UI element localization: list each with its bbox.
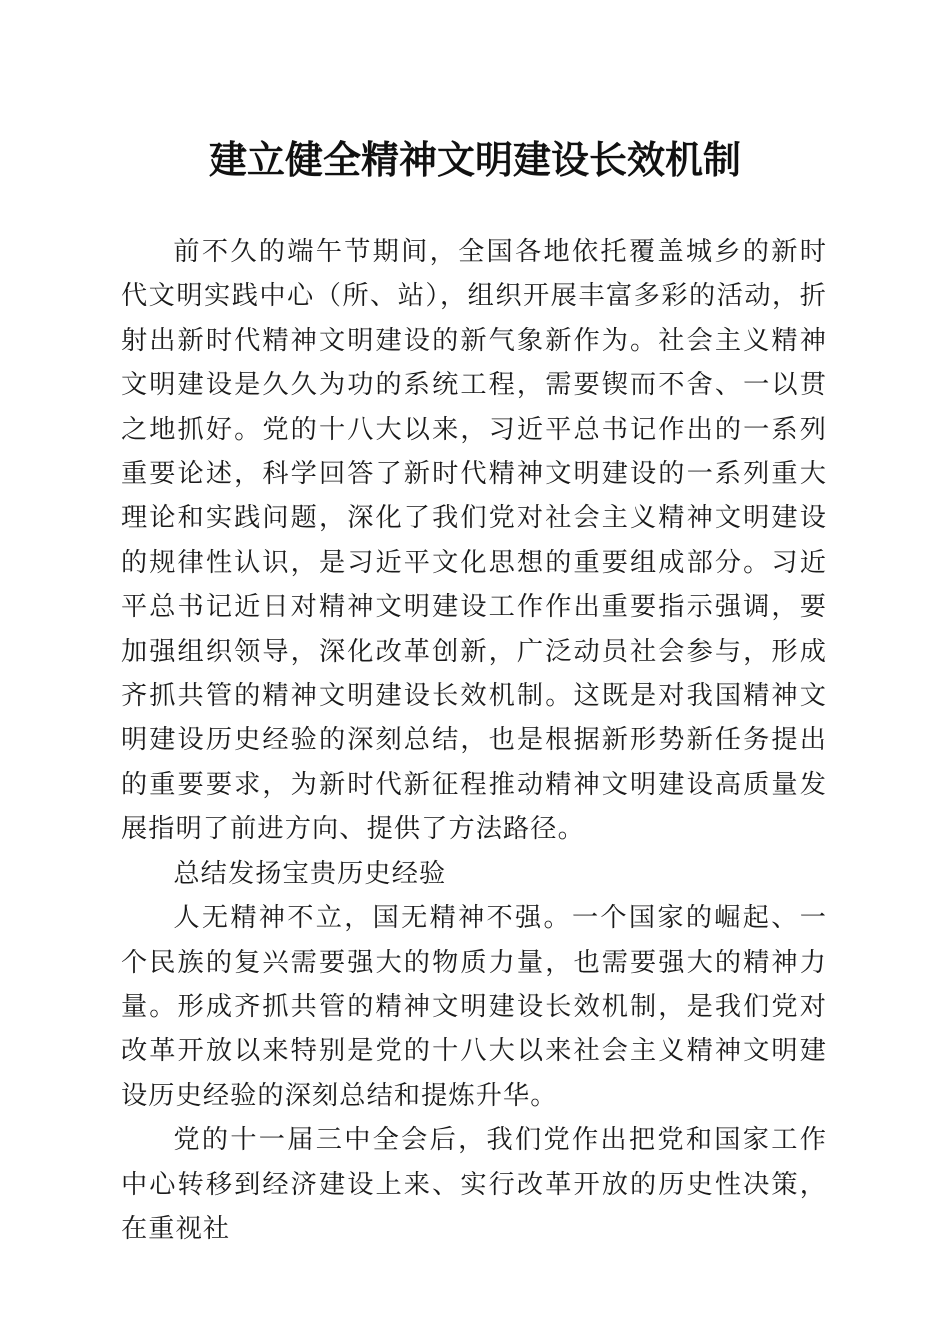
paragraph-section-1: 人无精神不立，国无精神不强。一个国家的崛起、一个民族的复兴需要强大的物质力量，也需要强大的精神力量。形成齐抓共管的精神文明建设长效机制，是我们党对改革开放以来特别是党的十八大以来社会主义精神文明建设历史经验的深刻总结和提炼升华。 <box>121 903 827 1111</box>
document-title: 建立健全精神文明建设长效机制 <box>208 137 741 182</box>
paragraph-section-2: 党的十一届三中全会后，我们党作出把党和国家工作中心转移到经济建设上来、实行改革开放的历史性决策，在重视社 <box>121 1125 827 1244</box>
paragraph-intro: 前不久的端午节期间，全国各地依托覆盖城乡的新时代文明实践中心（所、站），组织开展丰富多彩的活动，折射出新时代精神文明建设的新气象新作为。社会主义精神文明建设是久久为功的系统工程，需要锲而不舍、一以贯之地抓好。党的十八大以来，习近平总书记作出的一系列重要论述，科学回答了新时代精神文明建设的一系列重大理论和实践问题，深化了我们党对社会主义精神文明建设的规律性认识，是习近平文化思想的重要组成部分。习近平总书记近日对精神文明建设工作作出重要指示强调，要加强组织领导，深化改革创新，广泛动员社会参与，形成齐抓共管的精神文明建设长效机制。这既是对我国精神文明建设历史经验的深刻总结，也是根据新形势新任务提出的重要要求，为新时代新征程推动精神文明建设高质量发展指明了前进方向、提供了方法路径。 <box>121 237 827 845</box>
document-body <box>121 230 827 1251</box>
section-subheading: 总结发扬宝贵历史经验 <box>173 858 447 889</box>
